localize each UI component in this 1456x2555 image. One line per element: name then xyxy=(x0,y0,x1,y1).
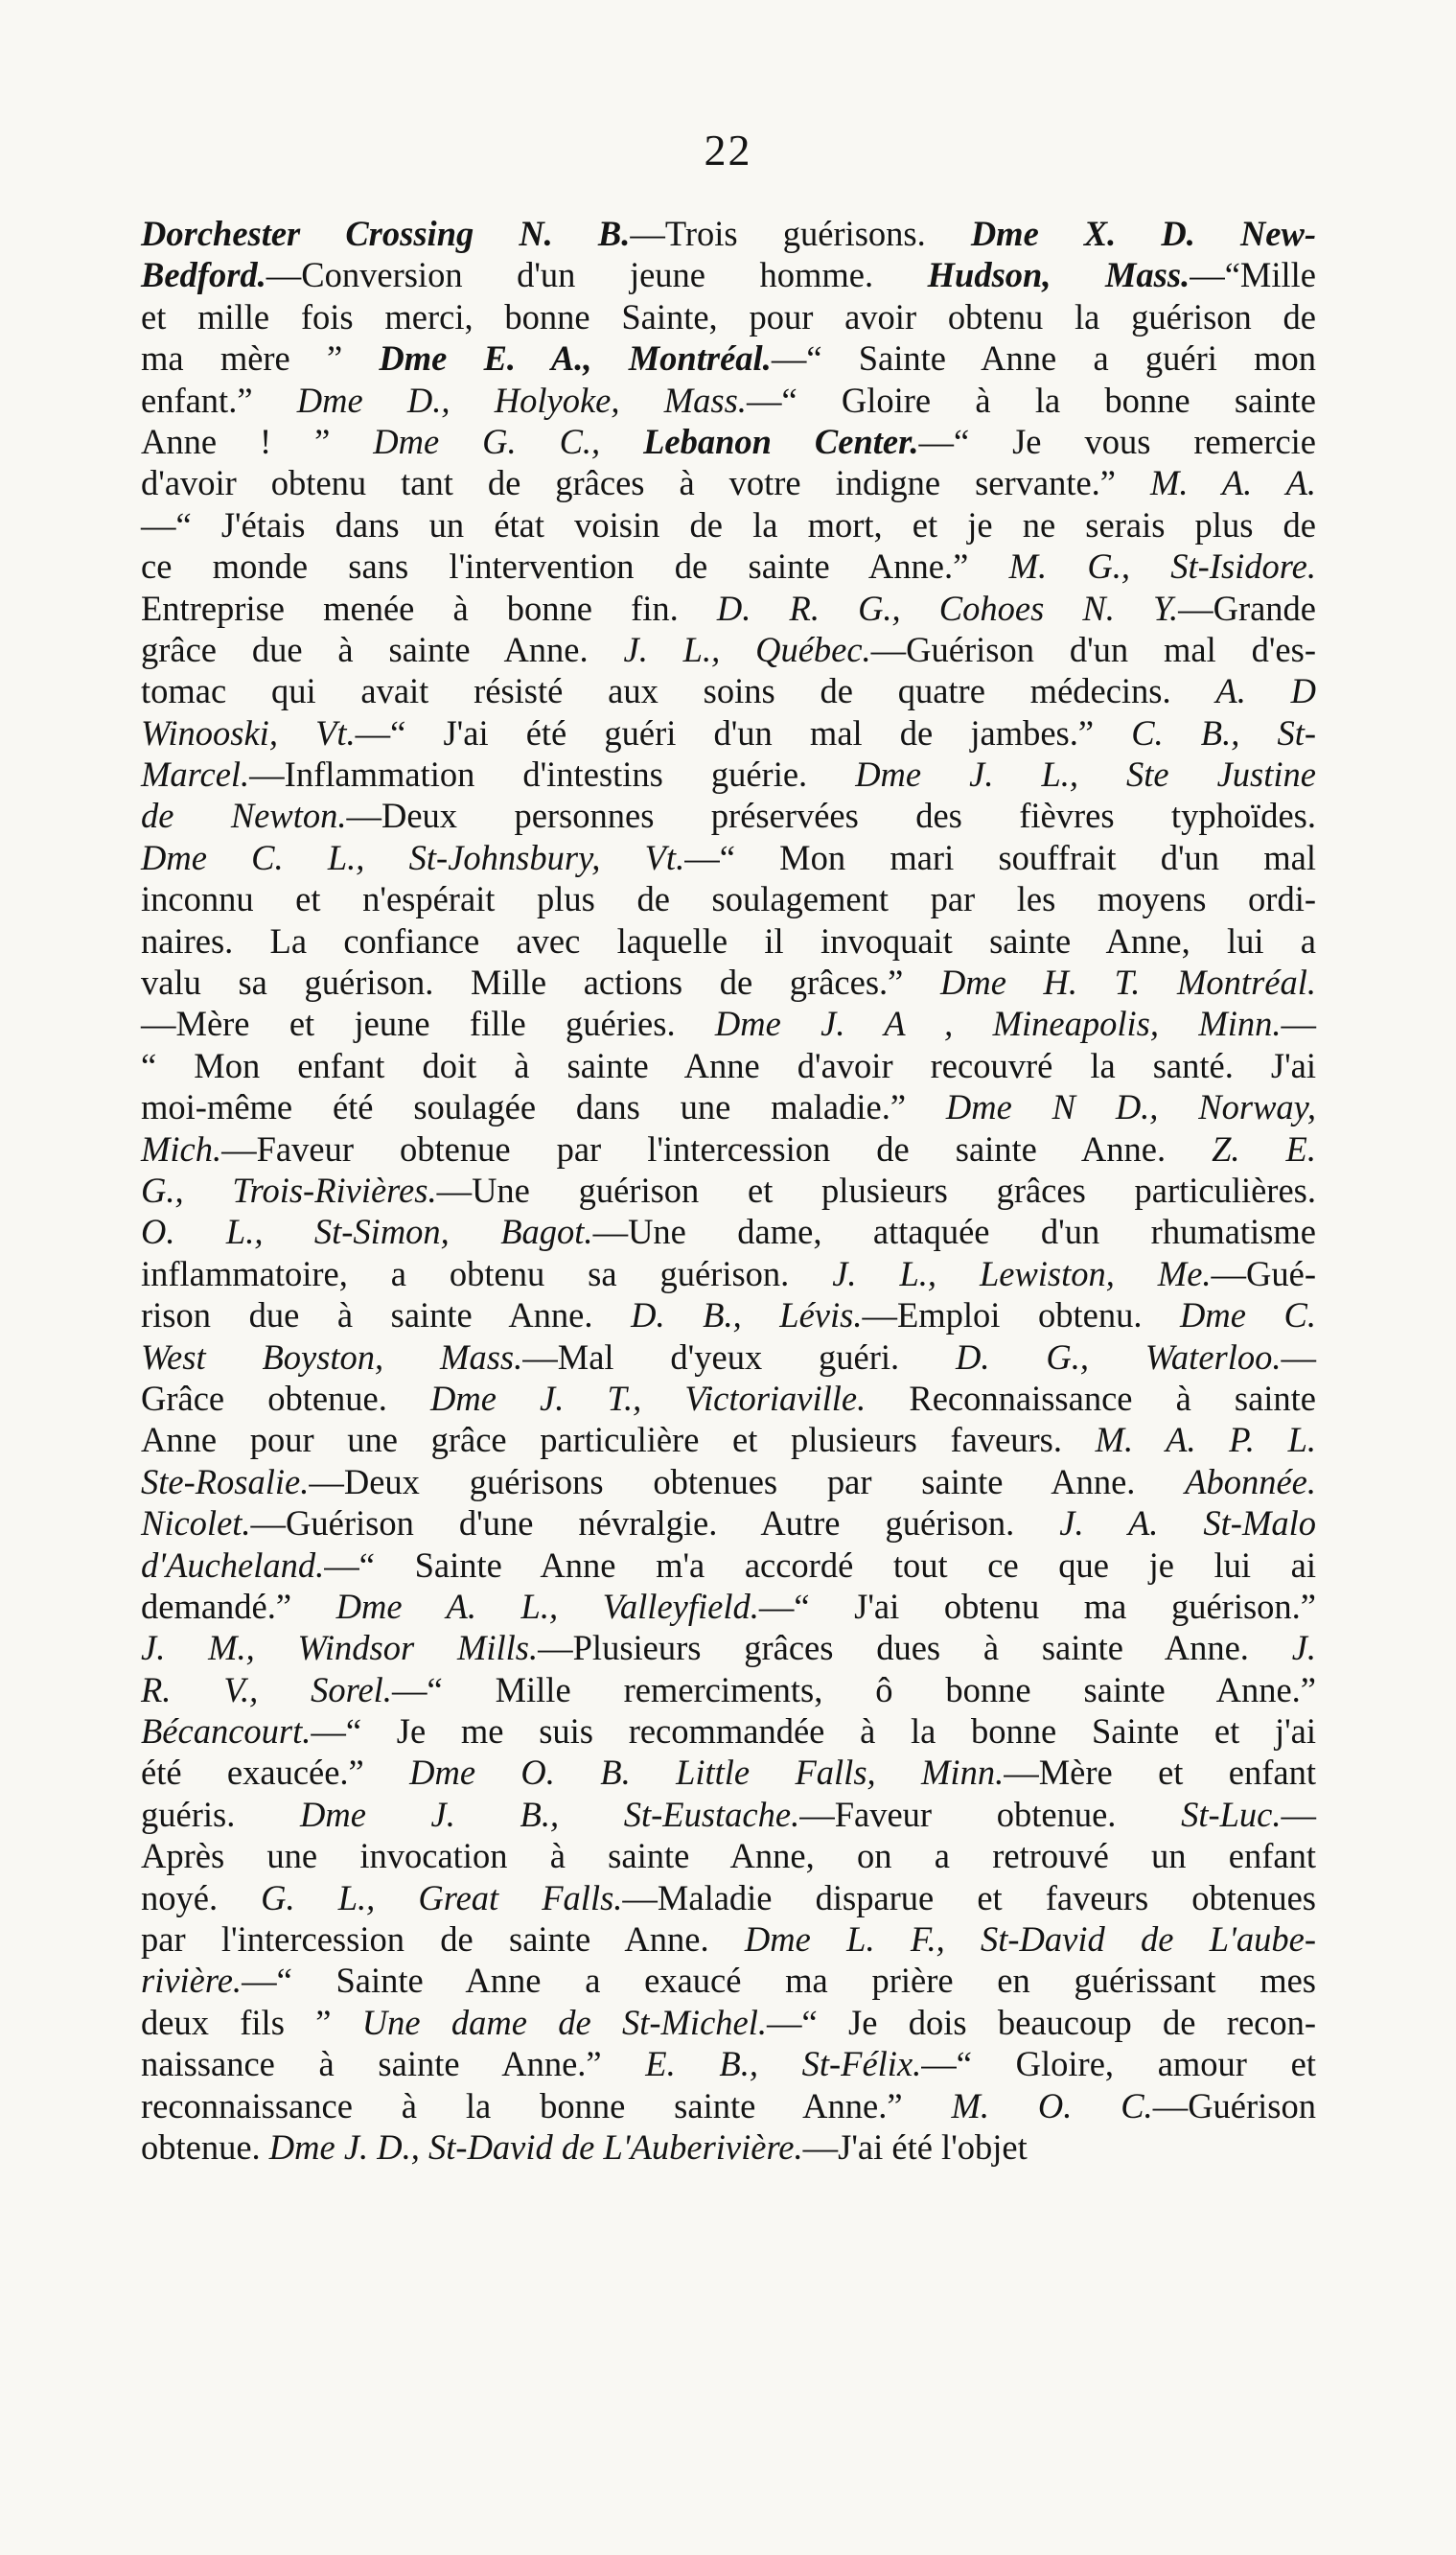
text-segment: R. V., Sorel. xyxy=(141,1669,392,1709)
text-segment: Grâce obtenue. xyxy=(141,1378,430,1418)
text-line xyxy=(141,1669,1316,1710)
text-segment: J. A. St-Malo xyxy=(1059,1503,1316,1544)
text-segment: —“Mille xyxy=(1190,255,1316,295)
text-segment: moi-même été soulagée dans une maladie.” xyxy=(141,1087,946,1127)
text-segment: inconnu et n'espérait plus de soulagement par les moyens ordi- xyxy=(141,879,1316,919)
text-segment: d'Aucheland. xyxy=(141,1545,325,1585)
text-line xyxy=(141,380,1316,421)
text-line xyxy=(141,2085,1316,2126)
text-segment: “ Mon enfant doit à sainte Anne d'avoir recouvré la santé. J'ai xyxy=(141,1045,1316,1085)
text-segment: Bécancourt. xyxy=(141,1711,312,1752)
text-segment: —Emploi obtenu. xyxy=(862,1295,1181,1336)
text-segment: —Inflammation d'intestins guérie. xyxy=(249,755,856,795)
text-segment: Abonnée. xyxy=(1185,1461,1316,1501)
text-segment: M. G., St-Isidore. xyxy=(1008,546,1316,587)
text-segment: —“ Gloire à la bonne sainte xyxy=(746,380,1316,420)
text-line xyxy=(141,1086,1316,1127)
text-segment: J. xyxy=(1291,1628,1317,1668)
text-segment: ma mère ” xyxy=(141,338,380,379)
text-segment: —Une dame, attaquée d'un rhumatisme xyxy=(592,1212,1316,1252)
text-segment: —Faveur obtenue. xyxy=(799,1794,1182,1834)
text-line xyxy=(141,1128,1316,1170)
text-line xyxy=(141,504,1316,546)
text-segment: —Guérison xyxy=(1152,2085,1316,2125)
text-segment: J. L., Québec. xyxy=(623,629,871,669)
text-segment: —Deux guérisons obtenues par sainte Anne. xyxy=(309,1461,1186,1501)
text-segment: M. A. A. xyxy=(1149,463,1316,503)
text-segment: et mille fois merci, bonne Sainte, pour avoir obtenu la guérison de xyxy=(141,296,1316,337)
text-line xyxy=(141,1378,1316,1419)
text-segment: Dme D., Holyoke, Mass. xyxy=(296,380,747,420)
text-line xyxy=(141,1794,1316,1835)
text-segment: Dme X. D. New- xyxy=(970,214,1317,253)
text-segment: Lebanon Center. xyxy=(643,421,919,461)
text-segment: M. O. C. xyxy=(951,2085,1153,2125)
text-segment: noyé. xyxy=(141,1877,262,1917)
text-segment: Anne pour une grâce particulière et plusieurs faveurs. xyxy=(141,1420,1096,1460)
text-segment: St-Luc. xyxy=(1181,1794,1282,1834)
text-line xyxy=(141,1918,1316,1960)
text-segment: Mich. xyxy=(141,1128,222,1169)
text-line xyxy=(141,670,1316,711)
text-segment: —Une guérison et plusieurs grâces particulières. xyxy=(436,1170,1316,1210)
text-segment: Dme N D., Norway, xyxy=(945,1087,1316,1127)
text-segment: —Plusieurs grâces dues à sainte Anne. xyxy=(538,1628,1292,1668)
text-segment: Dme J. L., Ste Justine xyxy=(855,755,1316,795)
text-line xyxy=(141,629,1316,670)
text-segment: —Mère et jeune fille guéries. xyxy=(141,1004,715,1044)
text-segment: — xyxy=(1281,1004,1317,1044)
text-segment: —“ Sainte Anne m'a accordé tout ce que je lui ai xyxy=(324,1545,1316,1585)
text-line xyxy=(141,1170,1316,1211)
text-segment: Dme O. B. Little Falls, Minn. xyxy=(409,1753,1005,1793)
text-line xyxy=(141,962,1316,1003)
text-line xyxy=(141,2002,1316,2043)
text-segment: Dme H. T. Montréal. xyxy=(940,963,1316,1003)
text-segment: Dme G. C., xyxy=(373,421,644,461)
text-line xyxy=(141,421,1316,462)
text-segment: —Faveur obtenue par l'intercession de sainte Anne. xyxy=(221,1128,1213,1169)
text-segment: Reconnaissance à sainte xyxy=(866,1378,1317,1418)
text-segment: Dme L. F., St-David de L'aube- xyxy=(744,1919,1317,1960)
text-segment: —“ Gloire, amour et xyxy=(921,2044,1316,2084)
text-segment: —“ Sainte Anne a guéri mon xyxy=(771,338,1316,379)
text-segment: —“ J'ai obtenu ma guérison.” xyxy=(758,1586,1316,1626)
text-line xyxy=(141,920,1316,962)
text-line xyxy=(141,1211,1316,1252)
text-segment: valu sa guérison. Mille actions de grâces.” xyxy=(141,963,940,1003)
text-line xyxy=(141,1294,1316,1336)
text-segment: M. A. P. L. xyxy=(1095,1420,1316,1460)
text-segment: inflammatoire, a obtenu sa guérison. xyxy=(141,1253,833,1293)
text-segment: —Guérison d'un mal d'es- xyxy=(870,629,1316,669)
text-segment: rison due à sainte Anne. xyxy=(141,1295,632,1336)
text-segment: D. G., Waterloo. xyxy=(956,1336,1282,1377)
text-segment: Anne ! ” xyxy=(141,421,374,461)
text-segment: été exaucée.” xyxy=(141,1753,410,1793)
text-segment: West Boyston, Mass. xyxy=(141,1336,523,1377)
text-segment: —“ Mille remerciments, ô bonne sainte Anne.” xyxy=(391,1669,1316,1709)
text-line xyxy=(141,754,1316,795)
text-line xyxy=(141,1253,1316,1294)
text-line xyxy=(141,1960,1316,2001)
text-segment: Après une invocation à sainte Anne, on a retrouvé un enfant xyxy=(141,1836,1316,1876)
text-segment: —Mère et enfant xyxy=(1004,1753,1316,1793)
text-segment: Entreprise menée à bonne fin. xyxy=(141,588,717,628)
page-number: 22 xyxy=(704,126,752,174)
text-segment: rivière. xyxy=(141,1961,243,2001)
text-segment: Ste-Rosalie. xyxy=(141,1461,310,1501)
text-segment: Dorchester Crossing N. B. xyxy=(141,214,631,253)
text-segment: — xyxy=(1281,1794,1316,1834)
text-segment: guéris. xyxy=(141,1794,300,1834)
text-segment: D. B., Lévis. xyxy=(631,1295,863,1336)
text-segment: Z. E. xyxy=(1212,1128,1316,1169)
text-line xyxy=(141,878,1316,919)
text-line xyxy=(141,1003,1316,1044)
text-segment: naires. La confiance avec laquelle il invoquait sainte Anne, lui a xyxy=(141,920,1316,961)
text-segment: —“ J'ai été guéri d'un mal de jambes.” xyxy=(355,712,1132,753)
text-segment: —Trois guérisons. xyxy=(630,214,971,253)
text-line xyxy=(141,213,1316,254)
text-line xyxy=(141,1752,1316,1793)
text-segment: grâce due à sainte Anne. xyxy=(141,629,624,669)
text-line xyxy=(141,1835,1316,1876)
text-line xyxy=(141,1877,1316,1918)
text-line xyxy=(141,296,1316,337)
text-segment: —J'ai été l'objet xyxy=(802,2126,1028,2167)
text-segment: ce monde sans l'intervention de sainte Anne.” xyxy=(141,546,1009,587)
text-segment: Winooski, Vt. xyxy=(141,712,356,753)
text-segment: —Mal d'yeux guéri. xyxy=(522,1336,957,1377)
text-line xyxy=(141,795,1316,836)
text-line xyxy=(141,712,1316,754)
text-line xyxy=(141,2043,1316,2084)
text-segment: C. B., St- xyxy=(1131,712,1317,753)
text-segment: —Maladie disparue et faveurs obtenues xyxy=(622,1877,1316,1917)
text-segment: —“ Je me suis recommandée à la bonne Sainte et j'ai xyxy=(311,1711,1316,1752)
text-segment: Dme A. L., Valleyfield. xyxy=(335,1586,759,1626)
text-segment: de Newton. xyxy=(141,796,347,836)
text-segment: tomac qui avait résisté aux soins de quatre médecins. xyxy=(141,671,1216,711)
text-segment: Dme C. L., St-Johnsbury, Vt. xyxy=(141,837,685,877)
text-line xyxy=(141,1419,1316,1460)
text-line xyxy=(141,1545,1316,1586)
text-line xyxy=(141,1627,1316,1668)
text-segment: enfant.” xyxy=(141,380,297,420)
text-segment: Nicolet. xyxy=(141,1503,251,1544)
text-segment: Dme J. D., St-David de L'Auberivière. xyxy=(268,2126,803,2167)
text-line xyxy=(141,546,1316,587)
text-segment: A. D xyxy=(1215,671,1316,711)
text-segment: O. L., St-Simon, Bagot. xyxy=(141,1212,593,1252)
text-segment: Bedford. xyxy=(141,255,266,295)
text-line xyxy=(141,1461,1316,1502)
text-segment: —“ Sainte Anne a exaucé ma prière en guérissant mes xyxy=(242,1961,1316,2001)
text-segment: Dme C. xyxy=(1180,1295,1317,1336)
body-text xyxy=(141,213,1316,2168)
text-segment: —Gué- xyxy=(1211,1253,1317,1293)
text-line xyxy=(141,337,1316,379)
text-line xyxy=(141,462,1316,503)
text-line xyxy=(141,588,1316,629)
text-segment: Dme E. A., Montréal. xyxy=(379,338,772,379)
text-segment: D. R. G., Cohoes N. Y. xyxy=(716,588,1179,628)
text-segment: G., Trois-Rivières. xyxy=(141,1170,437,1210)
text-line xyxy=(141,1710,1316,1752)
text-segment: J. M., Windsor Mills. xyxy=(141,1628,539,1668)
text-line xyxy=(141,837,1316,878)
text-line xyxy=(141,1502,1316,1544)
text-segment: —“ Je dois beaucoup de recon- xyxy=(767,2002,1317,2042)
text-segment: —“ Je vous remercie xyxy=(918,421,1317,461)
text-segment: obtenue. xyxy=(141,2126,269,2167)
text-segment: —Guérison d'une névralgie. Autre guérison. xyxy=(250,1503,1060,1544)
text-segment: G. L., Great Falls. xyxy=(261,1877,623,1917)
text-segment: —Conversion d'un jeune homme. xyxy=(266,255,928,295)
text-line xyxy=(141,1586,1316,1627)
text-segment: J. L., Lewiston, Me. xyxy=(832,1253,1212,1293)
text-line xyxy=(141,2126,1316,2168)
text-segment: par l'intercession de sainte Anne. xyxy=(141,1919,745,1960)
text-segment: Hudson, Mass. xyxy=(927,255,1190,295)
text-segment: deux fils ” xyxy=(141,2002,362,2042)
text-segment: Dme J. B., St-Eustache. xyxy=(299,1794,800,1834)
text-line xyxy=(141,1045,1316,1086)
text-segment: —“ J'étais dans un état voisin de la mort, et je ne serais plus de xyxy=(141,504,1316,545)
text-line xyxy=(141,1336,1316,1378)
text-segment: d'avoir obtenu tant de grâces à votre indigne servante.” xyxy=(141,463,1150,503)
text-segment: naissance à sainte Anne.” xyxy=(141,2044,646,2084)
text-segment: Une dame de St-Michel. xyxy=(361,2002,767,2042)
text-segment: demandé.” xyxy=(141,1586,336,1626)
text-segment: — xyxy=(1281,1336,1316,1377)
text-segment: —Deux personnes préservées des fièvres typhoïdes. xyxy=(346,796,1316,836)
text-segment: —Grande xyxy=(1178,588,1317,628)
text-segment: E. B., St-Félix. xyxy=(645,2044,922,2084)
text-segment: —“ Mon mari souffrait d'un mal xyxy=(684,837,1317,877)
text-segment: reconnaissance à la bonne sainte Anne.” xyxy=(141,2085,952,2125)
text-line xyxy=(141,254,1316,295)
text-segment: Dme J. T., Victoriaville. xyxy=(430,1378,867,1418)
text-segment: Marcel. xyxy=(141,755,250,795)
text-segment: Dme J. A , Mineapolis, Minn. xyxy=(714,1004,1282,1044)
